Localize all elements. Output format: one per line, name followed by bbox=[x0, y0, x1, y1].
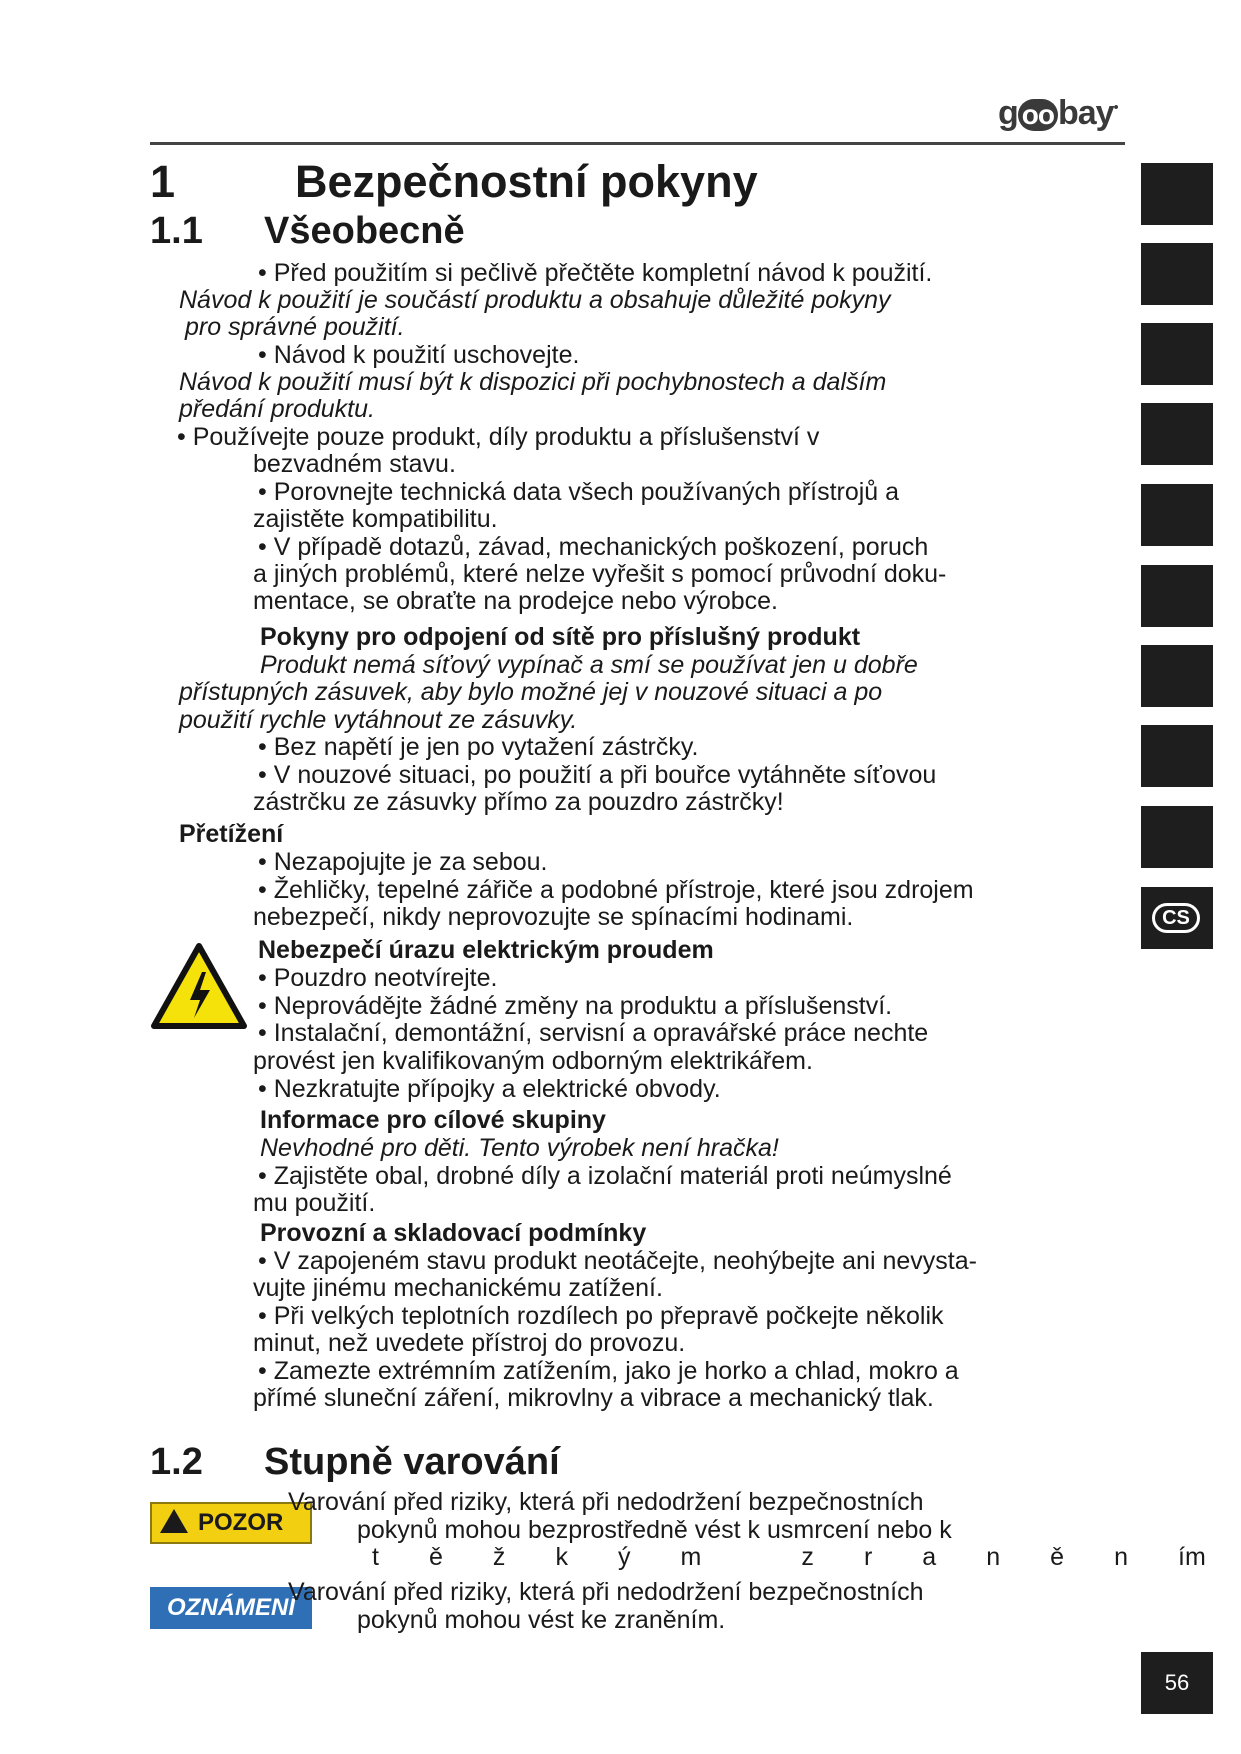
language-tab[interactable] bbox=[1141, 323, 1213, 385]
language-tab[interactable] bbox=[1141, 806, 1213, 868]
text-line: • Zajistěte obal, drobné díly a izolační materiál proti neúmyslné bbox=[258, 1162, 952, 1190]
spaced-char: r bbox=[863, 1543, 873, 1571]
text-line: pro správné použití. bbox=[185, 313, 405, 341]
text-line: • Pouzdro neotvírejte. bbox=[258, 964, 498, 992]
header-rule bbox=[150, 142, 1125, 145]
text-line: Nevhodné pro děti. Tento výrobek není hračka! bbox=[260, 1134, 779, 1162]
language-tab[interactable] bbox=[1141, 725, 1213, 787]
text-line: Varování před riziky, která při nedodržení bezpečnostních bbox=[288, 1488, 924, 1516]
spaced-char: k bbox=[555, 1543, 568, 1571]
spaced-char: ě bbox=[428, 1543, 443, 1571]
section-1-1-title: Všeobecně bbox=[264, 210, 465, 252]
text-line: • Zamezte extrémním zatížením, jako je horko a chlad, mokro a bbox=[258, 1357, 959, 1385]
spaced-char: ý bbox=[617, 1543, 631, 1571]
logo-oo: oo bbox=[1018, 99, 1058, 131]
text-line: předání produktu. bbox=[179, 395, 375, 423]
spaced-char: a bbox=[922, 1543, 937, 1571]
text-line: přístupných zásuvek, aby bylo možné jej v nouzové situaci a po bbox=[179, 678, 883, 706]
logo-mark: • bbox=[1113, 98, 1118, 115]
text-line: Návod k použití musí být k dispozici při pochybnostech a dalším bbox=[179, 368, 887, 396]
text-line: • V případě dotazů, závad, mechanických poškození, poruch bbox=[258, 533, 929, 561]
text-line: provést jen kvalifikovaným odborným elektrikářem. bbox=[253, 1047, 813, 1075]
language-tab[interactable] bbox=[1141, 565, 1213, 627]
warning-triangle-icon bbox=[160, 1509, 188, 1533]
spaced-char: n bbox=[1114, 1543, 1129, 1571]
text-line: použití rychle vytáhnout ze zásuvky. bbox=[179, 706, 578, 734]
spaced-char: ě bbox=[1050, 1543, 1065, 1571]
spaced-char: m bbox=[680, 1543, 702, 1571]
text-line: pokynů mohou vést ke zraněním. bbox=[357, 1606, 726, 1634]
text-line: mu použití. bbox=[253, 1189, 376, 1217]
language-tab[interactable] bbox=[1141, 243, 1213, 305]
text-line: bezvadném stavu. bbox=[253, 450, 456, 478]
section-1-2-number: 1.2 bbox=[150, 1441, 203, 1483]
logo-text-suffix: bay bbox=[1058, 94, 1114, 132]
heading1-number: 1 bbox=[150, 156, 176, 207]
text-line: pokynů mohou bezprostředně vést k usmrcení nebo k bbox=[357, 1516, 952, 1544]
page-title: Bezpečnostní pokyny bbox=[295, 156, 758, 207]
text-line: • Instalační, demontážní, servisní a opravářské práce nechte bbox=[258, 1019, 929, 1047]
spaced-char: n bbox=[986, 1543, 1001, 1571]
spaced-char: ím bbox=[1178, 1543, 1206, 1571]
text-line: Návod k použití je součástí produktu a obsahuje důležité pokyny bbox=[179, 286, 891, 314]
text-line: nebezpečí, nikdy neprovozujte se spínacími hodinami. bbox=[253, 903, 854, 931]
language-tab[interactable] bbox=[1141, 403, 1213, 465]
text-line: zajistěte kompatibilitu. bbox=[253, 505, 498, 533]
text-line: • Používejte pouze produkt, díly produktu a příslušenství v bbox=[177, 423, 820, 451]
text-line: • Při velkých teplotních rozdílech po přepravě počkejte několik bbox=[258, 1302, 944, 1330]
electric-hazard-icon bbox=[150, 942, 248, 1030]
oznameni-badge: OZNÁMENÍ bbox=[150, 1587, 312, 1629]
text-line: • Před použitím si pečlivě přečtěte kompletní návod k použití. bbox=[258, 259, 933, 287]
text-line: • Porovnejte technická data všech používaných přístrojů a bbox=[258, 478, 900, 506]
text-line: • Bez napětí je jen po vytažení zástrčky. bbox=[258, 733, 699, 761]
page-number: 56 bbox=[1141, 1652, 1213, 1714]
text-line: • Nezapojujte je za sebou. bbox=[258, 848, 548, 876]
logo-text: g bbox=[998, 94, 1018, 132]
spaced-text-line bbox=[372, 1543, 1206, 1571]
text-line: a jiných problémů, které nelze vyřešit s pomocí průvodní doku- bbox=[253, 560, 947, 588]
text-line: • Nezkratujte přípojky a elektrické obvody. bbox=[258, 1075, 721, 1103]
subheading: Přetížení bbox=[179, 820, 284, 848]
text-line: Produkt nemá síťový vypínač a smí se používat jen u dobře bbox=[260, 651, 918, 679]
spaced-char: z bbox=[801, 1543, 814, 1571]
language-tab-cs[interactable] bbox=[1141, 887, 1213, 949]
text-line: • Žehličky, tepelné zářiče a podobné přístroje, které jsou zdrojem bbox=[258, 876, 974, 904]
text-line: • V zapojeném stavu produkt neotáčejte, neohýbejte ani nevysta- bbox=[258, 1247, 977, 1275]
brand-logo bbox=[998, 94, 1118, 133]
section-1-2-title: Stupně varování bbox=[264, 1441, 560, 1483]
language-tab[interactable] bbox=[1141, 645, 1213, 707]
text-line: přímé sluneční záření, mikrovlny a vibrace a mechanický tlak. bbox=[253, 1384, 934, 1412]
pozor-label: POZOR bbox=[198, 1509, 284, 1536]
text-line: zástrčku ze zásuvky přímo za pouzdro zástrčky! bbox=[253, 788, 784, 816]
text-line: vujte jinému mechanickému zatížení. bbox=[253, 1274, 663, 1302]
subheading: Nebezpečí úrazu elektrickým proudem bbox=[258, 936, 714, 964]
text-line: mentace, se obraťte na prodejce nebo výrobce. bbox=[253, 587, 778, 615]
text-line: Varování před riziky, která při nedodržení bezpečnostních bbox=[288, 1578, 924, 1606]
subheading: Informace pro cílové skupiny bbox=[260, 1106, 606, 1134]
text-line: • Návod k použití uschovejte. bbox=[258, 341, 580, 369]
cs-label: CS bbox=[1152, 903, 1200, 933]
language-tab[interactable] bbox=[1141, 484, 1213, 546]
text-line: minut, než uvedete přístroj do provozu. bbox=[253, 1329, 686, 1357]
language-tab[interactable] bbox=[1141, 163, 1213, 225]
spaced-char: t bbox=[372, 1543, 379, 1571]
spaced-char: ž bbox=[492, 1543, 506, 1571]
text-line: • Neprovádějte žádné změny na produktu a příslušenství. bbox=[258, 992, 893, 1020]
section-1-1-number: 1.1 bbox=[150, 210, 203, 252]
subheading: Pokyny pro odpojení od sítě pro příslušný produkt bbox=[260, 623, 861, 651]
text-line: • V nouzové situaci, po použití a při bouřce vytáhněte síťovou bbox=[258, 761, 937, 789]
subheading: Provozní a skladovací podmínky bbox=[260, 1219, 647, 1247]
